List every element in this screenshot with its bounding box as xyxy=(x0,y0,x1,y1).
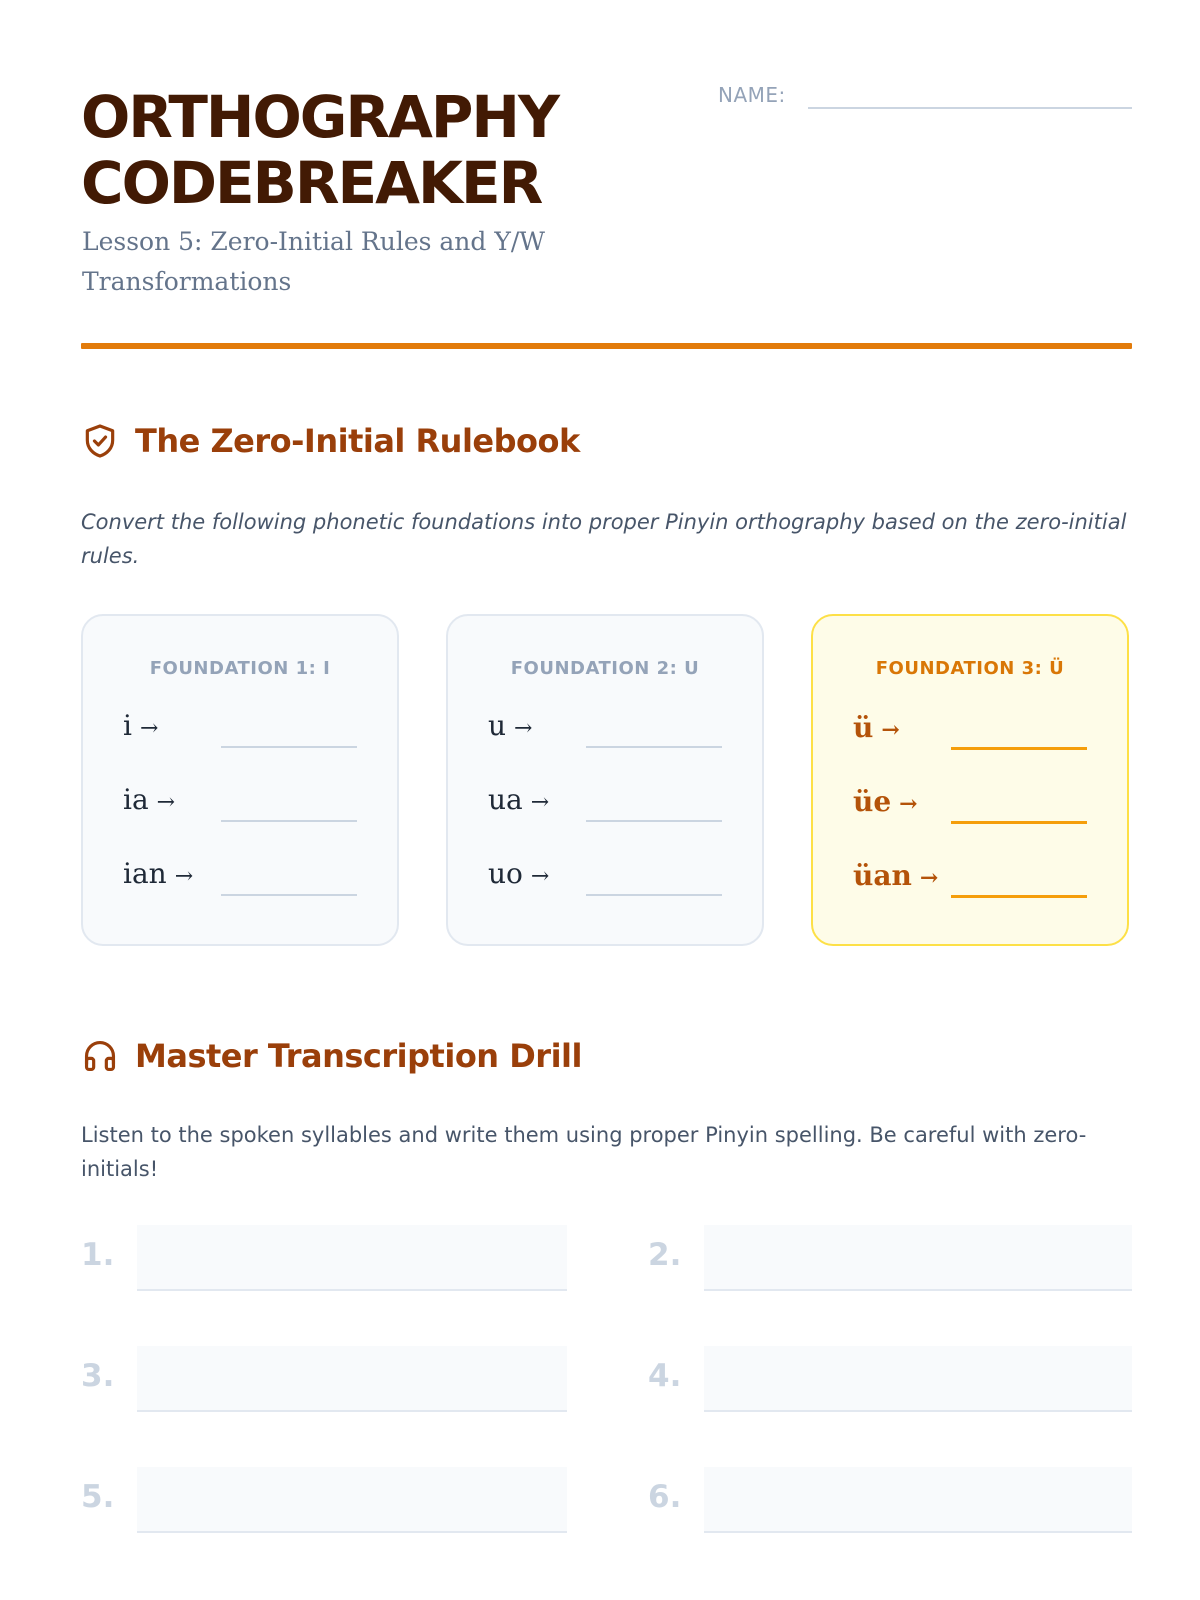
answer-box[interactable] xyxy=(704,1467,1132,1533)
answer-blank[interactable] xyxy=(586,894,722,896)
conversion-row xyxy=(488,708,722,748)
phonetic-foundation: uo xyxy=(488,857,523,890)
item-number: 6. xyxy=(648,1479,682,1515)
drill-item-4 xyxy=(648,1346,1132,1414)
answer-box[interactable] xyxy=(137,1467,567,1533)
worksheet-title xyxy=(81,84,641,216)
conversion-row xyxy=(488,782,722,822)
answer-blank[interactable] xyxy=(221,894,357,896)
arrow-icon: → xyxy=(919,865,939,891)
item-number: 3. xyxy=(81,1358,115,1394)
drill-item-2 xyxy=(648,1225,1132,1293)
conversion-row xyxy=(123,708,357,748)
arrow-icon: → xyxy=(881,717,900,743)
arrow-icon: → xyxy=(139,716,159,741)
conversion-row xyxy=(853,784,1087,824)
item-number: 2. xyxy=(648,1237,682,1273)
conversion-row xyxy=(123,856,357,896)
item-number: 4. xyxy=(648,1358,682,1394)
phonetic-foundation: üe xyxy=(853,785,892,818)
phonetic-foundation: üan xyxy=(853,859,912,892)
drill-item-3 xyxy=(81,1346,567,1414)
name-field-line[interactable] xyxy=(808,107,1132,109)
answer-blank[interactable] xyxy=(951,747,1087,750)
drill-heading-row xyxy=(81,1037,582,1075)
header-divider xyxy=(81,343,1132,349)
foundation-card-1 xyxy=(81,614,399,946)
item-number: 1. xyxy=(81,1237,115,1273)
conversion-row xyxy=(853,710,1087,750)
phonetic-foundation: ua xyxy=(488,783,523,816)
phonetic-foundation: u xyxy=(488,709,507,742)
phonetic-foundation: ia xyxy=(123,783,149,816)
phonetic-foundation: ian xyxy=(123,857,167,890)
answer-box[interactable] xyxy=(704,1346,1132,1412)
foundation-title: FOUNDATION 1: I xyxy=(149,658,331,679)
arrow-icon: → xyxy=(156,790,176,815)
conversion-row xyxy=(488,856,722,896)
item-number: 5. xyxy=(81,1479,115,1515)
answer-blank[interactable] xyxy=(586,746,722,748)
conversion-row xyxy=(123,782,357,822)
conversion-row xyxy=(853,858,1087,898)
answer-blank[interactable] xyxy=(221,820,357,822)
answer-box[interactable] xyxy=(704,1225,1132,1291)
arrow-icon: → xyxy=(514,716,533,741)
arrow-icon: → xyxy=(530,864,550,889)
arrow-icon: → xyxy=(530,790,550,815)
answer-blank[interactable] xyxy=(586,820,722,822)
arrow-icon: → xyxy=(174,864,194,889)
drill-item-5 xyxy=(81,1467,567,1535)
drill-instruction: Listen to the spoken syllables and write them using proper Pinyin spelling. Be careful with zero-initials! xyxy=(81,1123,1087,1181)
drill-item-1 xyxy=(81,1225,567,1293)
answer-box[interactable] xyxy=(137,1346,567,1412)
foundation-card-2 xyxy=(446,614,764,946)
title-line-2: CODEBREAKER xyxy=(81,149,542,217)
arrow-icon: → xyxy=(899,791,918,817)
drill-item-6 xyxy=(648,1467,1132,1535)
answer-blank[interactable] xyxy=(221,746,357,748)
phonetic-foundation: ü xyxy=(853,711,874,744)
answer-blank[interactable] xyxy=(951,895,1087,898)
foundation-card-3 xyxy=(811,614,1129,946)
title-line-1: ORTHOGRAPHY xyxy=(81,83,558,151)
lesson-subtitle: Lesson 5: Zero-Initial Rules and Y/W Transformations xyxy=(82,227,545,296)
answer-blank[interactable] xyxy=(951,821,1087,824)
answer-box[interactable] xyxy=(137,1225,567,1291)
drill-heading: Master Transcription Drill xyxy=(135,1037,582,1075)
rulebook-heading: The Zero-Initial Rulebook xyxy=(135,422,580,460)
headphones-icon xyxy=(81,1037,119,1075)
rulebook-heading-row xyxy=(81,422,580,460)
shield-check-icon xyxy=(81,422,119,460)
name-label: NAME: xyxy=(718,83,786,107)
phonetic-foundation: i xyxy=(123,709,132,742)
rulebook-instruction: Convert the following phonetic foundations into proper Pinyin orthography based on the zero-initial rules. xyxy=(81,510,1127,568)
foundation-title: FOUNDATION 2: U xyxy=(510,658,700,679)
foundation-title: FOUNDATION 3: Ü xyxy=(875,658,1065,679)
